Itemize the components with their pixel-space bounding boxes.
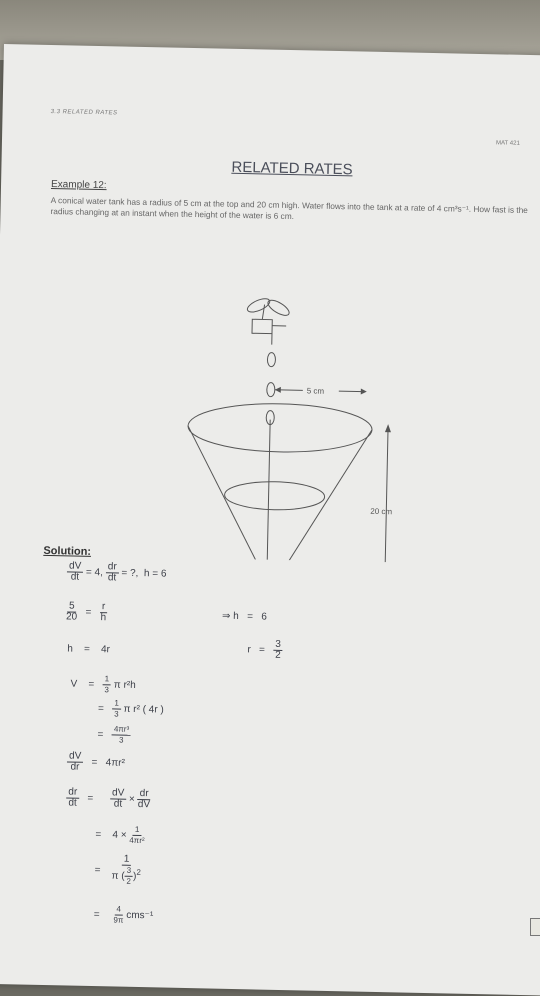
solution-label: Solution: (43, 545, 91, 558)
volume-simplified: = $\frac{\text{4πr³}}{3}$ (97, 724, 131, 746)
final-answer: = $\frac{4}{9\pi}$ cms⁻¹ (94, 904, 154, 926)
tap-icon (245, 296, 292, 346)
similar-triangles: $\frac{5}{20}$ = $\frac{r}{h}$ (66, 601, 107, 623)
water-drop (267, 353, 275, 367)
h-equals-4r: h = 4r (67, 643, 110, 655)
dv-dr: $\frac{dV}{dr}$ = 4πr² (67, 751, 125, 773)
volume-formula: V = $\frac{1}{3}$ π r²h (70, 674, 136, 696)
header-left: 3.3 RELATED RATES (51, 109, 118, 116)
document-page (0, 44, 540, 996)
given-rates: $\frac{dV}{dt}$ = 4, $\frac{dr}{dt}$ = ?, h = 6 (67, 561, 167, 584)
problem-text: A conical water tank has a radius of 5 cm at the top and 20 cm high. Water flows into the tank at a rate of 4 cm³s⁻¹. How fast is the radius changing at an instant when the height of the water is 6 cm. (50, 195, 530, 226)
r-value: r = $\frac{3}{2}$ (247, 639, 283, 661)
volume-substituted: = $\frac{1}{3}$ π r² ( 4r ) (98, 698, 164, 720)
substitute-r: = 1 π ( $\frac{3}{2}$ )$^2$ (94, 854, 141, 887)
page-title: RELATED RATES (231, 159, 352, 179)
example-heading: Example 12: (51, 179, 107, 191)
radius-label: 5 cm (307, 386, 325, 395)
chain-rule: $\frac{dr}{dt}$ = $\frac{dV}{dt}$ × $\frac{dr}{dV}$ (66, 787, 151, 810)
substitute-values: = 4 × $\frac{1}{\text{4πr²}}$ (95, 824, 145, 846)
water-drop (267, 383, 275, 397)
h-value: ⇒ h = 6 (222, 611, 267, 623)
height-label: 20 cm (370, 507, 392, 516)
cone-diagram (169, 248, 435, 563)
page-edge-tab (530, 918, 540, 936)
header-right: MAT 421 (496, 140, 520, 146)
